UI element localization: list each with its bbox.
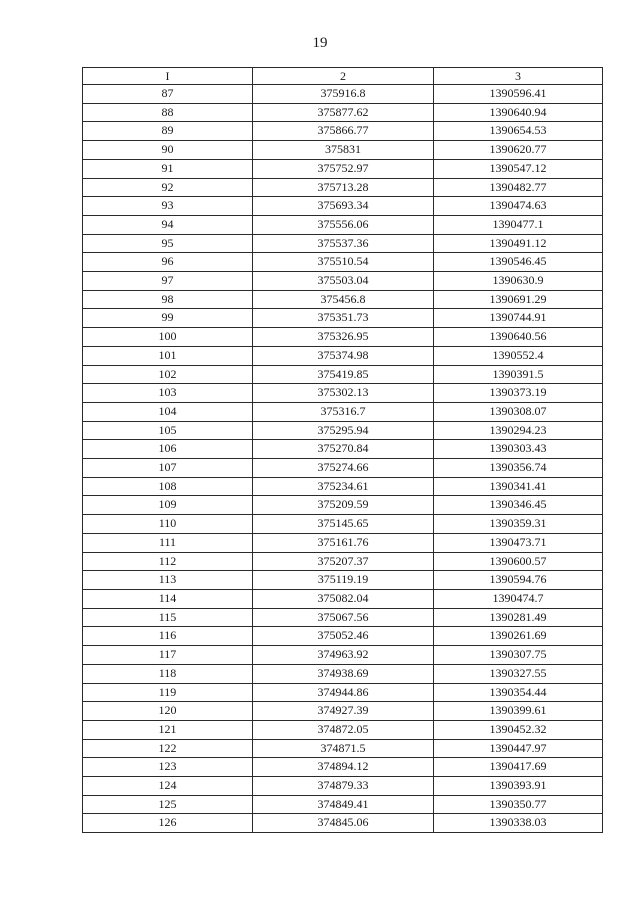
table-row [83, 309, 603, 328]
table-row [83, 365, 603, 384]
point-number-cell: 93 [83, 197, 253, 216]
coordinate-y-cell: 1390356.74 [434, 459, 603, 478]
point-number-cell: 126 [83, 814, 253, 833]
coordinate-y-cell: 1390399.61 [434, 702, 603, 721]
header-cell-3: 3 [434, 68, 603, 85]
coordinate-y-cell: 1390691.29 [434, 290, 603, 309]
point-number-cell: 88 [83, 103, 253, 122]
coordinate-x-cell: 375295.94 [253, 421, 434, 440]
coordinate-x-cell: 375207.37 [253, 552, 434, 571]
point-number-cell: 103 [83, 384, 253, 403]
coordinate-y-cell: 1390640.94 [434, 103, 603, 122]
point-number-cell: 105 [83, 421, 253, 440]
table-row [83, 253, 603, 272]
coordinate-x-cell: 375119.19 [253, 571, 434, 590]
coordinate-y-cell: 1390303.43 [434, 440, 603, 459]
coordinate-y-cell: 1390452.32 [434, 720, 603, 739]
coordinate-y-cell: 1390294.23 [434, 421, 603, 440]
point-number-cell: 89 [83, 122, 253, 141]
coordinate-x-cell: 375067.56 [253, 608, 434, 627]
header-row [83, 68, 603, 85]
page-number: 19 [312, 35, 328, 51]
point-number-cell: 96 [83, 253, 253, 272]
point-number-cell: 124 [83, 777, 253, 796]
coordinate-y-cell: 1390640.56 [434, 328, 603, 347]
coordinate-y-cell: 1390473.71 [434, 533, 603, 552]
coordinate-x-cell: 375537.36 [253, 234, 434, 253]
table-row [83, 141, 603, 160]
coordinate-x-cell: 375234.61 [253, 477, 434, 496]
coordinate-y-cell: 1390341.41 [434, 477, 603, 496]
point-number-cell: 90 [83, 141, 253, 160]
coordinate-y-cell: 1390308.07 [434, 402, 603, 421]
coordinate-y-cell: 1390552.4 [434, 346, 603, 365]
coordinate-y-cell: 1390447.97 [434, 739, 603, 758]
point-number-cell: 95 [83, 234, 253, 253]
point-number-cell: 111 [83, 533, 253, 552]
table-row [83, 515, 603, 534]
coordinate-x-cell: 375752.97 [253, 159, 434, 178]
coordinate-y-cell: 1390261.69 [434, 627, 603, 646]
coordinate-x-cell: 374938.69 [253, 664, 434, 683]
coordinate-y-cell: 1390327.55 [434, 664, 603, 683]
coordinate-x-cell: 375145.65 [253, 515, 434, 534]
coordinate-x-cell: 374845.06 [253, 814, 434, 833]
table-row [83, 777, 603, 796]
coordinate-y-cell: 1390600.57 [434, 552, 603, 571]
point-number-cell: 106 [83, 440, 253, 459]
coordinate-x-cell: 375374.98 [253, 346, 434, 365]
point-number-cell: 87 [83, 85, 253, 104]
coordinate-x-cell: 374944.86 [253, 683, 434, 702]
table-row [83, 646, 603, 665]
coordinate-x-cell: 375693.34 [253, 197, 434, 216]
coordinate-y-cell: 1390474.63 [434, 197, 603, 216]
coordinate-y-cell: 1390620.77 [434, 141, 603, 160]
point-number-cell: 110 [83, 515, 253, 534]
coordinate-x-cell: 375503.04 [253, 272, 434, 291]
coordinate-y-cell: 1390547.12 [434, 159, 603, 178]
table-row [83, 552, 603, 571]
table-row [83, 440, 603, 459]
table-row [83, 122, 603, 141]
point-number-cell: 100 [83, 328, 253, 347]
coordinate-y-cell: 1390546.45 [434, 253, 603, 272]
table-row [83, 459, 603, 478]
table-row [83, 795, 603, 814]
table-row [83, 496, 603, 515]
table-row [83, 234, 603, 253]
header-cell-1: I [83, 68, 253, 85]
coordinates-table [82, 67, 603, 833]
coordinate-x-cell: 375161.76 [253, 533, 434, 552]
point-number-cell: 107 [83, 459, 253, 478]
table-row [83, 683, 603, 702]
point-number-cell: 120 [83, 702, 253, 721]
coordinate-y-cell: 1390338.03 [434, 814, 603, 833]
point-number-cell: 119 [83, 683, 253, 702]
coordinate-x-cell: 375916.8 [253, 85, 434, 104]
point-number-cell: 94 [83, 215, 253, 234]
coordinate-x-cell: 374849.41 [253, 795, 434, 814]
table-row [83, 664, 603, 683]
coordinate-x-cell: 375419.85 [253, 365, 434, 384]
coordinate-y-cell: 1390594.76 [434, 571, 603, 590]
coordinate-x-cell: 375510.54 [253, 253, 434, 272]
point-number-cell: 123 [83, 758, 253, 777]
table-row [83, 197, 603, 216]
coordinate-x-cell: 374879.33 [253, 777, 434, 796]
coordinate-x-cell: 374894.12 [253, 758, 434, 777]
table-row [83, 814, 603, 833]
point-number-cell: 104 [83, 402, 253, 421]
coordinate-x-cell: 375082.04 [253, 589, 434, 608]
coordinate-x-cell: 374872.05 [253, 720, 434, 739]
point-number-cell: 98 [83, 290, 253, 309]
coordinate-y-cell: 1390630.9 [434, 272, 603, 291]
coordinate-y-cell: 1390654.53 [434, 122, 603, 141]
table-row [83, 739, 603, 758]
coordinate-y-cell: 1390477.1 [434, 215, 603, 234]
coordinate-y-cell: 1390491.12 [434, 234, 603, 253]
table-row [83, 290, 603, 309]
table-row [83, 402, 603, 421]
point-number-cell: 121 [83, 720, 253, 739]
point-number-cell: 101 [83, 346, 253, 365]
coordinate-x-cell: 375302.13 [253, 384, 434, 403]
table-row [83, 215, 603, 234]
point-number-cell: 92 [83, 178, 253, 197]
coordinate-x-cell: 374927.39 [253, 702, 434, 721]
table-row [83, 103, 603, 122]
coordinate-x-cell: 375351.73 [253, 309, 434, 328]
coordinate-x-cell: 375052.46 [253, 627, 434, 646]
coordinate-x-cell: 375270.84 [253, 440, 434, 459]
point-number-cell: 115 [83, 608, 253, 627]
coordinate-x-cell: 374871.5 [253, 739, 434, 758]
coordinate-y-cell: 1390354.44 [434, 683, 603, 702]
coordinate-y-cell: 1390307.75 [434, 646, 603, 665]
coordinate-y-cell: 1390281.49 [434, 608, 603, 627]
coordinate-x-cell: 375556.06 [253, 215, 434, 234]
coordinate-y-cell: 1390346.45 [434, 496, 603, 515]
table-row [83, 477, 603, 496]
coordinate-x-cell: 375713.28 [253, 178, 434, 197]
coordinate-x-cell: 375274.66 [253, 459, 434, 478]
coordinate-x-cell: 374963.92 [253, 646, 434, 665]
coordinate-x-cell: 375831 [253, 141, 434, 160]
point-number-cell: 108 [83, 477, 253, 496]
table-row [83, 589, 603, 608]
coordinate-y-cell: 1390482.77 [434, 178, 603, 197]
table-row [83, 346, 603, 365]
coordinate-y-cell: 1390359.31 [434, 515, 603, 534]
table-row [83, 608, 603, 627]
coordinate-y-cell: 1390474.7 [434, 589, 603, 608]
table-row [83, 178, 603, 197]
coordinate-x-cell: 375456.8 [253, 290, 434, 309]
coordinate-x-cell: 375209.59 [253, 496, 434, 515]
table-row [83, 702, 603, 721]
point-number-cell: 97 [83, 272, 253, 291]
point-number-cell: 109 [83, 496, 253, 515]
coordinate-x-cell: 375326.95 [253, 328, 434, 347]
point-number-cell: 99 [83, 309, 253, 328]
coordinate-x-cell: 375316.7 [253, 402, 434, 421]
header-cell-2: 2 [253, 68, 434, 85]
table-row [83, 720, 603, 739]
coordinate-y-cell: 1390350.77 [434, 795, 603, 814]
coordinate-y-cell: 1390744.91 [434, 309, 603, 328]
coordinate-y-cell: 1390596.41 [434, 85, 603, 104]
coordinate-y-cell: 1390391.5 [434, 365, 603, 384]
table-row [83, 571, 603, 590]
coordinate-y-cell: 1390393.91 [434, 777, 603, 796]
point-number-cell: 114 [83, 589, 253, 608]
table-row [83, 328, 603, 347]
point-number-cell: 116 [83, 627, 253, 646]
point-number-cell: 91 [83, 159, 253, 178]
table-body [83, 85, 603, 833]
point-number-cell: 117 [83, 646, 253, 665]
point-number-cell: 112 [83, 552, 253, 571]
point-number-cell: 118 [83, 664, 253, 683]
table-row [83, 85, 603, 104]
point-number-cell: 102 [83, 365, 253, 384]
table-row [83, 421, 603, 440]
coordinate-x-cell: 375866.77 [253, 122, 434, 141]
point-number-cell: 122 [83, 739, 253, 758]
table-row [83, 627, 603, 646]
table-row [83, 758, 603, 777]
point-number-cell: 113 [83, 571, 253, 590]
coordinate-y-cell: 1390417.69 [434, 758, 603, 777]
coordinate-x-cell: 375877.62 [253, 103, 434, 122]
point-number-cell: 125 [83, 795, 253, 814]
table-row [83, 159, 603, 178]
table-row [83, 272, 603, 291]
table-row [83, 384, 603, 403]
table-row [83, 533, 603, 552]
coordinate-y-cell: 1390373.19 [434, 384, 603, 403]
table-header [83, 68, 603, 85]
